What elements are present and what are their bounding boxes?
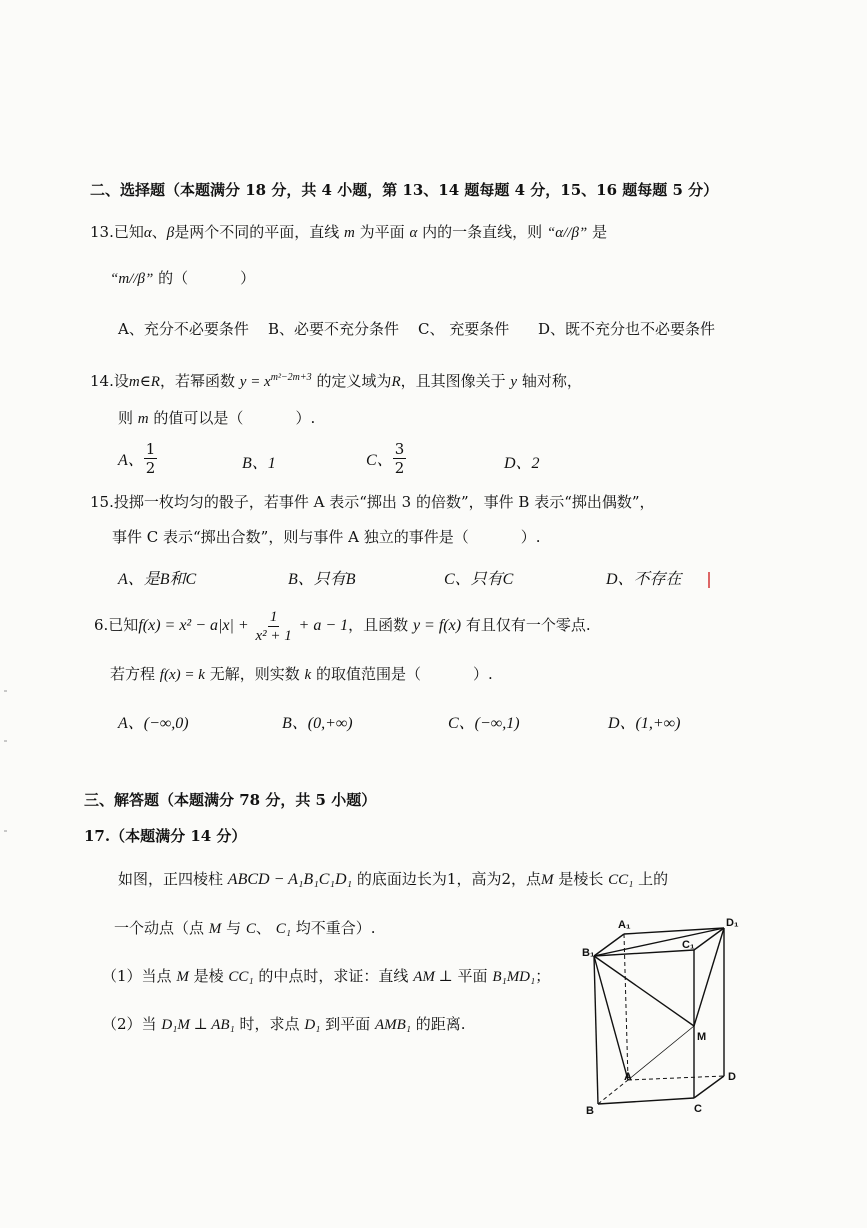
q17-line1 bbox=[118, 869, 668, 890]
q14-exponent: m²−2m+3 bbox=[270, 372, 312, 383]
q16-option-a[interactable]: A、(−∞,0) bbox=[118, 715, 189, 732]
segment-d1m bbox=[694, 928, 724, 1026]
q17-part2-b: 时，求点 bbox=[239, 1015, 300, 1033]
q17-text-c: ，高为 bbox=[456, 870, 502, 888]
q17-part1-b: 是棱 bbox=[193, 967, 224, 985]
q17-one: 1 bbox=[446, 870, 457, 888]
q16-fx: f(x) = x² − a|x| + bbox=[138, 617, 249, 634]
q17-part2 bbox=[102, 1014, 466, 1035]
q14-option-c-label: C、 bbox=[366, 452, 393, 469]
q17-part2-D1: D₁ bbox=[304, 1017, 321, 1033]
q16-if: 若方程 bbox=[110, 665, 156, 683]
q13-option-c[interactable]: C、 充要条件 bbox=[418, 320, 510, 338]
edge-ab bbox=[598, 1080, 628, 1104]
q17-part2-eq: D₁M ⊥ AB₁ bbox=[161, 1017, 235, 1033]
q17-prism: ABCD − A₁B₁C₁D₁ bbox=[227, 871, 353, 888]
q13-line2 bbox=[110, 268, 255, 289]
q16-option-c[interactable]: C、(−∞,1) bbox=[448, 715, 520, 732]
q14-text-b: 的定义域为 bbox=[316, 372, 392, 390]
q14-y: y bbox=[239, 374, 247, 390]
scan-mark bbox=[4, 690, 7, 692]
q17-part2-d: 的距离. bbox=[415, 1015, 466, 1033]
q14-option-c-den: 2 bbox=[394, 459, 405, 477]
q14-R: R bbox=[391, 374, 401, 390]
q16-frac-den: x² + 1 bbox=[255, 627, 292, 644]
q14-option-a-fraction bbox=[144, 440, 158, 477]
q16-lead: 6.已知 bbox=[94, 616, 139, 634]
q14-eq: = x bbox=[246, 374, 271, 390]
q17-text-h: 与 bbox=[226, 919, 242, 937]
q14-option-a[interactable] bbox=[118, 440, 157, 477]
prism-hidden-edges bbox=[598, 934, 724, 1104]
edge-aa1 bbox=[624, 934, 628, 1080]
q17-C1: C₁ bbox=[275, 921, 291, 937]
q15-line2 bbox=[112, 527, 541, 547]
q13-alpha-2: α bbox=[409, 225, 418, 241]
q15-line1: 15.投掷一枚均匀的骰子，若事件 A 表示“掷出 3 的倍数”，事件 B 表示“掷出偶数”， bbox=[90, 493, 655, 511]
label-m: M bbox=[697, 1031, 707, 1043]
q14-option-c-num: 3 bbox=[394, 440, 405, 458]
q14-y-axis: y bbox=[510, 374, 518, 390]
q17-part1-plane: B₁MD₁ bbox=[492, 969, 536, 985]
q13-text-e: 是 bbox=[592, 223, 608, 241]
q14-m: m bbox=[137, 411, 149, 427]
scan-mark bbox=[708, 572, 710, 588]
q15-option-b[interactable]: B、只有B bbox=[288, 571, 356, 588]
q13-option-a[interactable]: A、充分不必要条件 bbox=[118, 320, 249, 338]
q14-text-c: ，且其图像关于 bbox=[400, 372, 506, 390]
q17-part1-a: （1）当点 bbox=[102, 967, 172, 985]
label-a1: A₁ bbox=[618, 919, 631, 931]
q14-paren-open: 的值可以是（ bbox=[153, 409, 244, 427]
edge-bb1 bbox=[594, 956, 598, 1104]
label-c: C bbox=[694, 1103, 702, 1115]
q14-option-b[interactable]: B、1 bbox=[242, 455, 276, 472]
q17-part1 bbox=[102, 966, 550, 987]
q15-text: 事件 C 表示“掷出合数”，则与事件 A 独立的事件是（ bbox=[112, 528, 469, 546]
q17-text-a: 如图，正四棱柱 bbox=[118, 870, 224, 888]
label-b1: B₁ bbox=[582, 947, 595, 959]
section2-header: 二、选择题（本题满分 18 分，共 4 小题，第 13、14 题每题 4 分，15、16 题每题 5 分） bbox=[90, 181, 719, 199]
q17-M: M bbox=[541, 872, 554, 888]
q17-part2-a: （2）当 bbox=[102, 1015, 157, 1033]
q14-option-c-fraction bbox=[393, 440, 407, 477]
q13-line1 bbox=[90, 222, 607, 243]
q17-text-d: ，点 bbox=[511, 870, 542, 888]
q17-header: 17.（本题满分 14 分） bbox=[84, 827, 247, 845]
label-a: A bbox=[624, 1071, 632, 1083]
q17-text-f: 上的 bbox=[638, 870, 669, 888]
q17-text-j: 均不重合）. bbox=[295, 919, 376, 937]
q13-option-d[interactable]: D、既不充分也不必要条件 bbox=[538, 320, 716, 338]
q16-line2 bbox=[110, 664, 493, 685]
q17-part1-e: ； bbox=[535, 967, 551, 985]
q16-frac-num: 1 bbox=[269, 608, 278, 625]
q13-text-c: 为平面 bbox=[359, 223, 405, 241]
q17-part2-c: 到平面 bbox=[325, 1015, 371, 1033]
q17-part1-cc1: CC₁ bbox=[228, 969, 254, 985]
edge-cd bbox=[694, 1076, 724, 1098]
q13-sep: 、 bbox=[151, 223, 167, 241]
scan-mark bbox=[4, 830, 7, 832]
q13-cond2: “m//β” bbox=[110, 271, 154, 287]
q16-fraction bbox=[253, 608, 293, 645]
q13-paren-close: ） bbox=[240, 269, 256, 287]
q16-paren-close: ）. bbox=[472, 665, 493, 683]
q17-part2-plane: AMB₁ bbox=[374, 1017, 412, 1033]
q14-option-a-num: 1 bbox=[145, 440, 156, 458]
q14-line1 bbox=[90, 368, 582, 392]
q17-part1-d: 平面 bbox=[457, 967, 488, 985]
q17-line2 bbox=[114, 918, 375, 939]
q17-part1-eq: AM ⊥ bbox=[413, 969, 453, 985]
q13-option-b[interactable]: B、必要不充分条件 bbox=[268, 320, 400, 338]
segment-b1m bbox=[594, 956, 694, 1026]
q16-option-d[interactable]: D、(1,+∞) bbox=[608, 715, 681, 732]
q14-text-a: ，若幂函数 bbox=[159, 372, 235, 390]
q17-M-2: M bbox=[208, 921, 222, 937]
q16-text-b: 有且仅有一个零点. bbox=[465, 616, 591, 634]
q15-option-d[interactable]: D、不存在 bbox=[606, 571, 682, 588]
q16-eq: f(x) = k bbox=[159, 667, 205, 683]
section3-header: 三、解答题（本题满分 78 分，共 5 小题） bbox=[84, 791, 377, 809]
q13-lead: 13.已知 bbox=[90, 223, 144, 241]
q13-beta: β bbox=[166, 225, 175, 241]
q13-paren-open: 的（ bbox=[158, 269, 189, 287]
segment-ab1 bbox=[594, 956, 628, 1080]
q13-m: m bbox=[344, 225, 355, 241]
q17-part1-M: M bbox=[176, 969, 189, 985]
prism-edges bbox=[594, 928, 724, 1104]
q14-then: 则 bbox=[118, 409, 134, 427]
q14-option-a-label: A、 bbox=[118, 452, 144, 469]
label-d1: D₁ bbox=[726, 917, 739, 929]
q17-text-g: 一个动点（点 bbox=[114, 919, 205, 937]
q14-line2 bbox=[118, 408, 315, 429]
q17-two: 2 bbox=[501, 870, 512, 888]
q16-option-b[interactable]: B、(0,+∞) bbox=[282, 715, 353, 732]
q15-option-a[interactable]: A、是B和C bbox=[118, 571, 197, 588]
edge-bc bbox=[598, 1098, 694, 1104]
segment-am bbox=[628, 1026, 694, 1080]
q14-option-c[interactable] bbox=[366, 440, 406, 477]
label-b: B bbox=[586, 1105, 594, 1117]
q16-tail: + a − 1 bbox=[298, 617, 349, 634]
q16-text-c: 无解，则实数 bbox=[209, 665, 300, 683]
q14-paren-close: ）. bbox=[295, 409, 316, 427]
label-d: D bbox=[728, 1071, 736, 1083]
q16-yfx: y = f(x) bbox=[412, 617, 462, 634]
q16-text-a: ，且函数 bbox=[348, 616, 409, 634]
q14-option-d[interactable]: D、2 bbox=[504, 455, 540, 472]
q13-alpha: α bbox=[143, 225, 152, 241]
edge-ad bbox=[628, 1076, 724, 1080]
q14-set: m∈R bbox=[128, 374, 160, 390]
q14-text-d: 轴对称， bbox=[521, 372, 582, 390]
q14-lead: 14.设 bbox=[90, 372, 129, 390]
q13-text-b: 是两个不同的平面，直线 bbox=[174, 223, 340, 241]
q13-text-d: 内的一条直线，则 bbox=[422, 223, 543, 241]
q16-line1 bbox=[94, 606, 591, 645]
q17-text-e: 是棱长 bbox=[558, 870, 604, 888]
q17-part1-c: 的中点时，求证：直线 bbox=[258, 967, 409, 985]
q17-text-b: 的底面边长为 bbox=[356, 870, 447, 888]
q17-cc1: CC₁ bbox=[608, 872, 634, 888]
scan-mark bbox=[4, 740, 7, 742]
q17-text-i: 、 bbox=[255, 919, 271, 937]
q16-paren-open: 的取值范围是（ bbox=[315, 665, 421, 683]
q16-k: k bbox=[304, 667, 312, 683]
q14-option-a-den: 2 bbox=[145, 459, 156, 477]
q15-paren-close: ）. bbox=[520, 528, 541, 546]
q17-C: C bbox=[245, 921, 256, 937]
label-c1: C₁ bbox=[682, 939, 695, 951]
prism-figure bbox=[580, 914, 750, 1120]
q15-option-c[interactable]: C、只有C bbox=[444, 571, 514, 588]
q13-cond1: “α//β” bbox=[546, 225, 588, 241]
